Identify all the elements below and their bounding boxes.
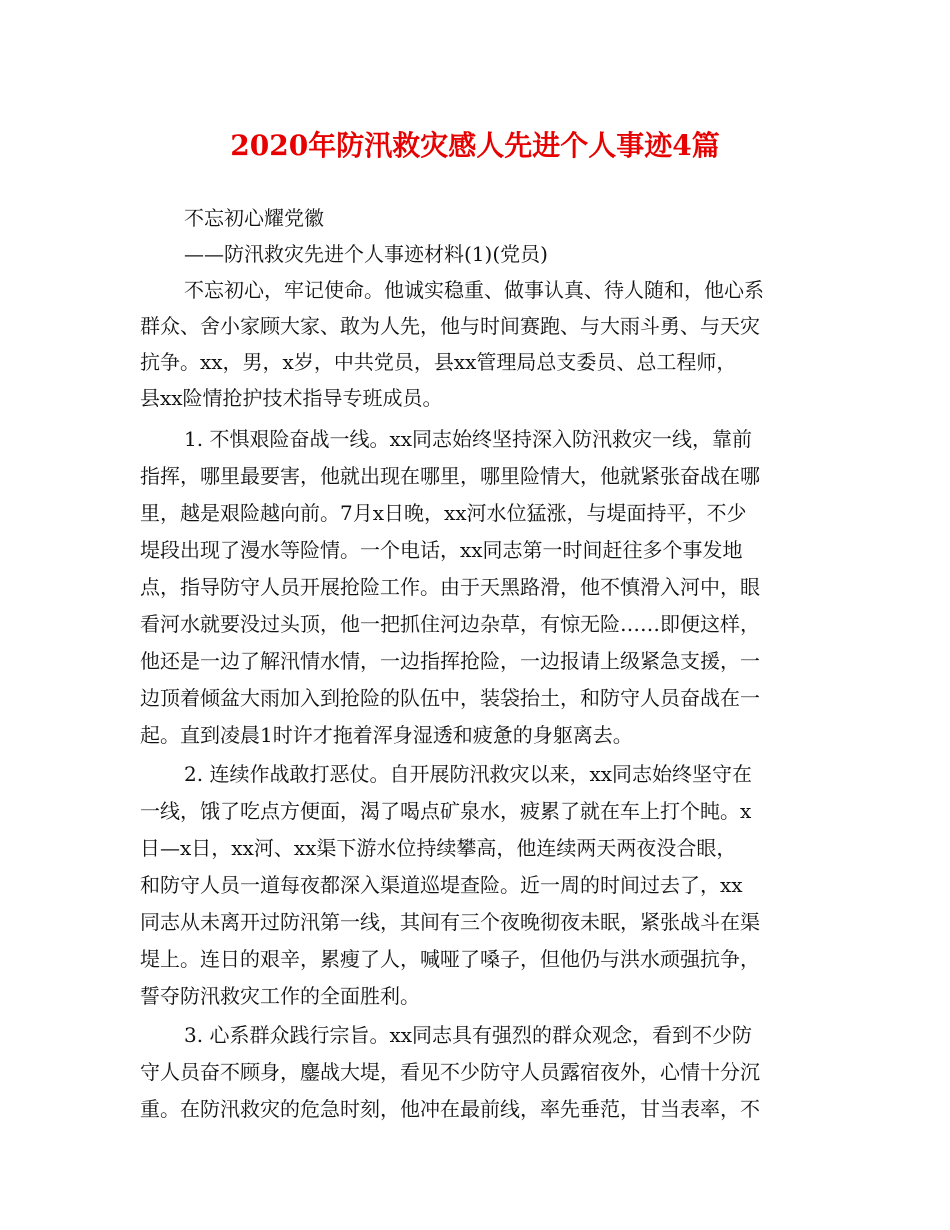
paragraph-line: 群众、舍小家顾大家、敢为人先，他与时间赛跑、与大雨斗勇、与天灾 <box>140 314 760 338</box>
paragraph-line: 2. 连续作战敢打恶仗。自开展防汛救灾以来，xx同志始终坚守在 <box>184 762 752 786</box>
paragraph-line: 重。在防汛救灾的危急时刻，他冲在最前线，率先垂范，甘当表率，不 <box>140 1097 760 1121</box>
paragraph-line: 看河水就要没过头顶，他一把抓住河边杂草，有惊无险……即便这样， <box>140 612 760 636</box>
paragraph-line: 堤上。连日的艰辛，累瘦了人，喊哑了嗓子，但他仍与洪水顽强抗争， <box>140 947 760 971</box>
paragraph-line: 县xx险情抢护技术指导专班成员。 <box>140 386 443 410</box>
paragraph-line: 不忘初心，牢记使命。他诚实稳重、做事认真、待人随和，他心系 <box>184 278 764 302</box>
paragraph-line: 边顶着倾盆大雨加入到抢险的队伍中，装袋抬土，和防守人员奋战在一 <box>140 686 760 710</box>
paragraph-line: 1. 不惧艰险奋战一线。xx同志始终坚持深入防汛救灾一线，靠前 <box>184 427 752 451</box>
paragraph-line: 里，越是艰险越向前。7月x日晚，xx河水位猛涨，与堤面持平，不少 <box>140 501 747 525</box>
paragraph-line: 他还是一边了解汛情水情，一边指挥抢险，一边报请上级紧急支援，一 <box>140 649 760 673</box>
paragraph-line: 和防守人员一道每夜都深入渠道巡堤查险。近一周的时间过去了，xx <box>140 873 743 897</box>
paragraph-line: 守人员奋不顾身，鏖战大堤，看见不少防守人员露宿夜外，心情十分沉 <box>140 1060 760 1084</box>
paragraph-line: 一线，饿了吃点方便面，渴了喝点矿泉水，疲累了就在车上打个盹。x <box>140 799 752 823</box>
paragraph-line: 起。直到凌晨1时许才拖着浑身湿透和疲惫的身躯离去。 <box>140 723 633 747</box>
paragraph-line: 同志从未离开过防汛第一线，其间有三个夜晚彻夜未眠，紧张战斗在渠 <box>140 910 760 934</box>
paragraph-line: 指挥，哪里最要害，他就出现在哪里，哪里险情大，他就紧张奋战在哪 <box>140 464 760 488</box>
paragraph-line: 抗争。xx，男，x岁，中共党员，县xx管理局总支委员、总工程师， <box>140 350 737 374</box>
subtitle-line: ——防汛救灾先进个人事迹材料(1)(党员) <box>184 242 548 266</box>
subtitle-line: 不忘初心耀党徽 <box>184 206 324 230</box>
paragraph-line: 点，指导防守人员开展抢险工作。由于天黑路滑，他不慎滑入河中，眼 <box>140 575 760 599</box>
paragraph-line: 3. 心系群众践行宗旨。xx同志具有强烈的群众观念，看到不少防 <box>184 1023 752 1047</box>
document-title: 2020年防汛救灾感人先进个人事迹4篇 <box>230 129 720 162</box>
paragraph-line: 堤段出现了漫水等险情。一个电话，xx同志第一时间赶往多个事发地 <box>140 538 743 562</box>
paragraph-line: 日—x日，xx河、xx渠下游水位持续攀高，他连续两天两夜没合眼， <box>140 836 737 860</box>
paragraph-line: 誓夺防汛救灾工作的全面胜利。 <box>140 984 420 1008</box>
